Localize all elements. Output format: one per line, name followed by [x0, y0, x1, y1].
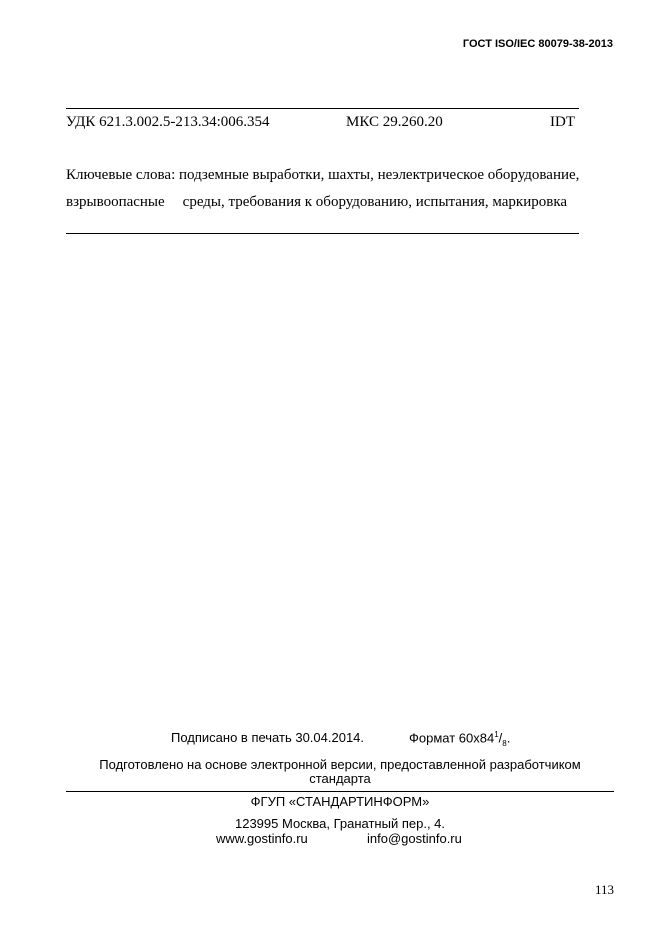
- equivalence-code: IDT: [550, 114, 575, 130]
- paper-format: Формат $60x84^1/_8$.: [409, 730, 511, 748]
- keywords-line-2-part-b: среды, требования к оборудованию, испытания, маркировка: [182, 194, 568, 210]
- classification-row: [66, 114, 579, 134]
- publisher-website[interactable]: www.gostinfo.ru: [216, 831, 308, 846]
- mks-code: МКС 29.260.20: [346, 114, 443, 130]
- prepared-line-2: стандарта: [309, 771, 371, 786]
- keywords-line-2-part-a: взрывоопасные: [66, 194, 165, 210]
- keywords-line-1: Ключевые слова: подземные выработки, шахты, неэлектрическое оборудование,: [66, 167, 580, 183]
- publisher-email[interactable]: info@gostinfo.ru: [367, 831, 462, 846]
- page-number: 113: [594, 882, 614, 897]
- top-rule: [66, 108, 579, 109]
- paper-format-denominator: 8: [502, 738, 507, 748]
- document-header: ГОСТ ISO/IEC 80079-38-2013: [462, 38, 613, 50]
- publisher-rule: [66, 791, 614, 792]
- publisher-name: ФГУП «СТАНДАРТИНФОРМ»: [250, 794, 430, 809]
- prepared-line-1: Подготовлено на основе электронной версии, предоставленной разработчиком: [99, 757, 581, 772]
- paper-format-numerator: 1: [494, 730, 499, 739]
- signed-date: Подписано в печать 30.04.2014.: [171, 730, 365, 745]
- paper-format-label: Формат 60x84: [409, 730, 495, 746]
- keywords-line-2: [66, 194, 606, 211]
- publisher-address: 123995 Москва, Гранатный пер., 4.: [234, 816, 446, 831]
- udk-code: УДК 621.3.002.5-213.34:006.354: [66, 114, 270, 130]
- keywords-bottom-rule: [66, 233, 579, 234]
